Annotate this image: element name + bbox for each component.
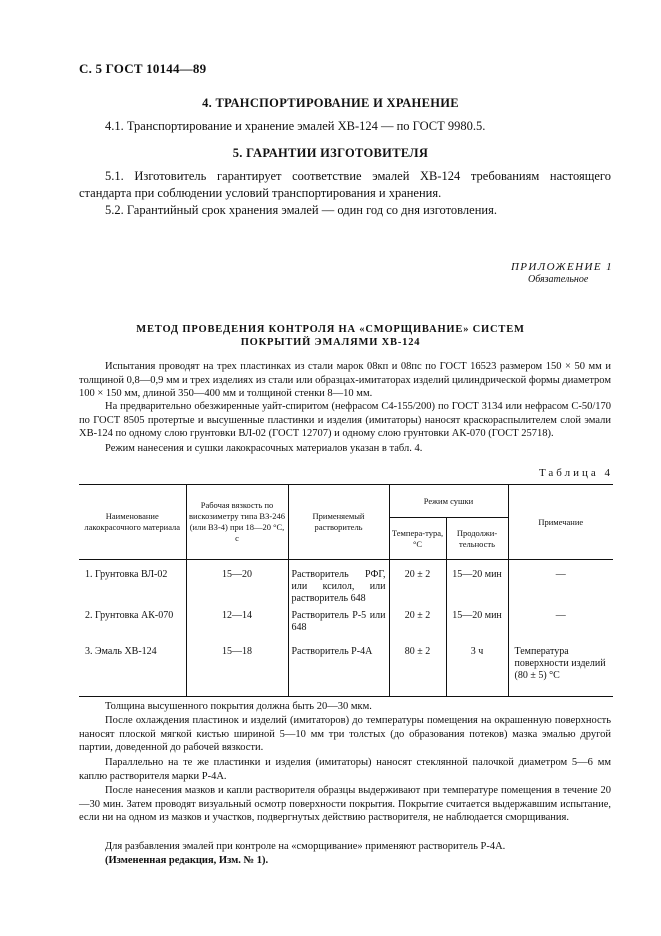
row1-duration: 15—20 мин (446, 560, 508, 607)
row3-material: 3. Эмаль ХВ-124 (79, 642, 186, 697)
row1-temperature: 20 ± 2 (389, 560, 446, 607)
row1-material: 1. Грунтовка ВЛ-02 (79, 560, 186, 607)
paragraph-4-1: 4.1. Транспортирование и хранение эмалей ХВ-124 — по ГОСТ 9980.5. (105, 119, 486, 133)
header-material: Наименование лакокрасочного материала (79, 485, 186, 560)
header-note: Примечание (508, 485, 613, 560)
method-title-line2: ПОКРЫТИЙ ЭМАЛЯМИ ХВ-124 (240, 337, 421, 348)
row1-note: — (555, 569, 566, 580)
table-row (79, 642, 613, 697)
paragraph-5-2: 5.2. Гарантийный срок хранения эмалей — один год со дня изготовления. (105, 203, 497, 217)
header-viscosity: Рабочая вязкость по вискозиметру типа ВЗ-246 (или ВЗ-4) при 18—20 °С, с (186, 485, 288, 560)
row1-solvent: Растворитель РФГ, или ксилол, или растворитель 648 (288, 560, 389, 607)
row3-duration: 3 ч (446, 642, 508, 697)
table-caption: Таблица 4 (538, 467, 613, 479)
section-5-title: 5. ГАРАНТИИ ИЗГОТОВИТЕЛЯ (232, 146, 429, 160)
row3-note: Температура поверхности изделий (80 ± 5) °С (514, 646, 606, 681)
row2-material: 2. Грунтовка АК-070 (79, 606, 186, 642)
header-temperature: Темпера-тура, °С (389, 518, 446, 560)
appendix-label: ПРИЛОЖЕНИЕ 1 (510, 261, 613, 273)
method-paragraph-3: Режим нанесения и сушки лакокрасочных материалов указан в табл. 4. (105, 443, 423, 454)
header-solvent: Применяемый растворитель (288, 485, 389, 560)
row2-temperature: 20 ± 2 (389, 606, 446, 642)
row2-viscosity: 12—14 (186, 606, 288, 642)
appendix-status: Обязательное (528, 274, 589, 285)
after-paragraph-1: Толщина высушенного покрытия должна быть 20—30 мкм. (105, 701, 372, 712)
row2-solvent: Растворитель Р-5 или 648 (288, 606, 389, 642)
method-paragraph-1: Испытания проводят на трех пластинках из стали марок 08кп и 08пс по ГОСТ 16523 размером 150 × 50 мм и толщиной 0,8—0,9 мм и трех изделиях из стали или образцах-имитаторах изделий цилиндрической формы диаметром 100 × 150 мм, длиной 350—400 мм и толщиной стенки 8—10 мм. (79, 361, 611, 399)
page-header: С. 5 ГОСТ 10144—89 (79, 61, 207, 76)
header-drying: Режим сушки (389, 485, 508, 518)
row2-duration: 15—20 мин (446, 606, 508, 642)
row3-temperature: 80 ± 2 (389, 642, 446, 697)
after-paragraph-2: После охлаждения пластинок и изделий (имитаторов) до температуры помещения на окрашенную поверхность наносят плоской мягкой кистью шириной 5—10 мм три толстых (до образования потеков) мазка эмалью другой партии, доведенной до рабочей вязкости. (79, 715, 611, 753)
amendment-note: (Измененная редакция, Изм. № 1). (105, 855, 269, 866)
paragraph-5-1: 5.1. Изготовитель гарантирует соответствие эмалей ХВ-124 требованиям настоящего стандарта при соблюдении условий транспортирования и хранения. (79, 169, 611, 200)
row2-note: — (555, 610, 566, 621)
drying-mode-table (79, 484, 613, 697)
table-row (79, 606, 613, 642)
row1-viscosity: 15—20 (186, 560, 288, 607)
header-duration: Продолжи-тельность (446, 518, 508, 560)
after-paragraph-3: Параллельно на те же пластинки и изделия (имитаторы) наносят стеклянной палочкой диаметром 5—6 мм каплю растворителя марки Р-4А. (79, 757, 611, 782)
section-4-title: 4. ТРАНСПОРТИРОВАНИЕ И ХРАНЕНИЕ (202, 96, 459, 110)
row3-viscosity: 15—18 (186, 642, 288, 697)
after-paragraph-4: После нанесения мазков и капли растворителя образцы выдерживают при температуре помещения в течение 20—30 мин. Затем проводят визуальный осмотр поверхности покрытия. Покрытие считается выдержавшим испытание, если ни на одном из мазков и участков, подвергнутых действию растворителя, не наблюдается сморщивания. (79, 785, 611, 823)
method-title-line1: МЕТОД ПРОВЕДЕНИЯ КОНТРОЛЯ НА «СМОРЩИВАНИЕ» СИСТЕМ (136, 324, 525, 335)
row3-solvent: Растворитель Р-4А (288, 642, 389, 697)
table-row (79, 560, 613, 607)
method-paragraph-2: На предварительно обезжиренные уайт-спиритом (нефрасом С4-155/200) по ГОСТ 3134 или нефрасом С-50/170 по ГОСТ 8505 протертые и высушенные пластинки и изделия (имитаторы) наносят краскораспылителем слой эмали ХВ-124 по одному слою грунтовки ВЛ-02 (ГОСТ 12707) и одному слою грунтовки АК-070 (ГОСТ 25718). (79, 401, 611, 439)
after-paragraph-5: Для разбавления эмалей при контроле на «сморщивание» применяют растворитель Р-4А. (105, 841, 506, 852)
